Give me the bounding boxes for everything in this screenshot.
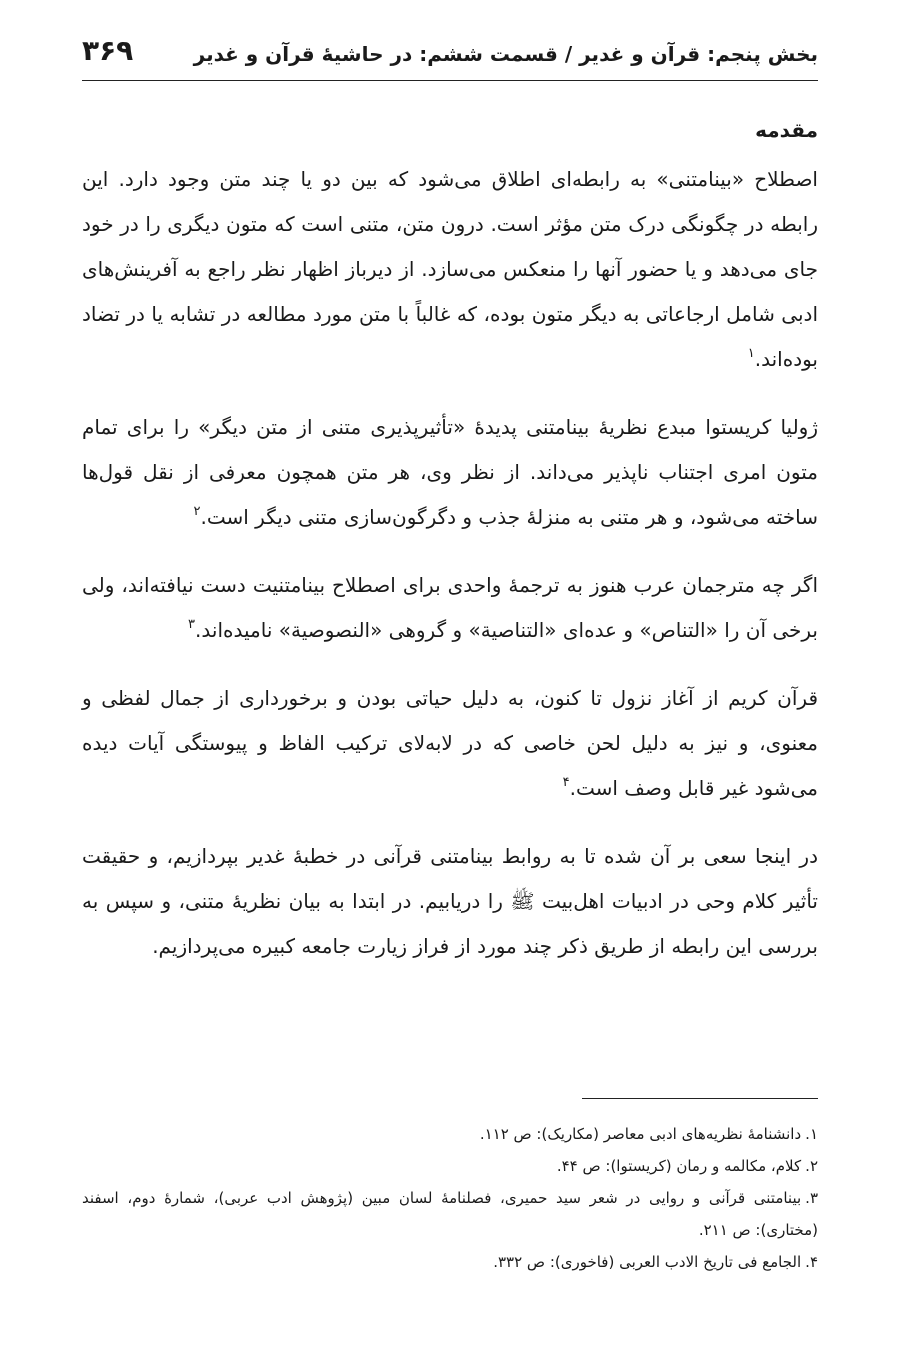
main-text <box>82 113 818 992</box>
footnote-number: ۲. <box>805 1157 818 1175</box>
running-header <box>82 30 818 80</box>
page-number: ۳۶۹ <box>82 34 134 67</box>
footnote-item <box>82 1246 818 1278</box>
footnote-text: بینامتنی قرآنی و روایی در شعر سید حمیری، فصلنامهٔ لسان مبین (پژوهش ادب عربی)، شمارهٔ دوم، اسفند (مختاری): ص ۲۱۱. <box>82 1189 818 1239</box>
paragraph-text: در اینجا سعی بر آن شده تا به روابط بینامتنی قرآنی در خطبهٔ غدیر بپردازیم، و حقیقت تأثیر کلام وحی در ادبیات اهل‌بیت ﷺ را دریابیم. در ابتدا به بیان نظریهٔ متنی، و سپس به بررسی این رابطه از طریق ذکر چند مورد از فراز زیارت جامعه کبیره می‌پردازیم. <box>82 844 818 958</box>
footnote-number: ۳. <box>805 1189 818 1207</box>
section-heading: مقدمه <box>755 118 818 142</box>
footnote-number: ۱. <box>805 1125 818 1143</box>
paragraph <box>82 157 818 382</box>
footnote-text: الجامع فی تاریخ الادب العربی (فاخوری): ص ۳۳۲. <box>493 1253 802 1271</box>
paragraph-text: ژولیا کریستوا مبدع نظریهٔ بینامتنی پدیدهٔ «تأثیرپذیری متنی از متن دیگر» را برای تمام متون امری اجتناب ناپذیر می‌داند. از نظر وی، هر متن همچون معرفی از نقل قول‌ها ساخته می‌شود، و هر متنی به منزلهٔ جذب و دگرگون‌سازی متنی دیگر است. <box>82 415 818 529</box>
footnote-item <box>82 1182 818 1246</box>
header-divider <box>82 80 818 81</box>
running-title: بخش پنجم: قرآن و غدیر / قسمت ششم: در حاشیهٔ قرآن و غدیر <box>193 42 818 66</box>
footnotes <box>82 1118 818 1278</box>
paragraph-text: اگر چه مترجمان عرب هنوز به ترجمهٔ واحدی برای اصطلاح بینامتنیت دست نیافته‌اند، ولی برخی آن را «التناص» و عده‌ای «التناصیة» و گروهی «النصوصیة» نامیده‌اند. <box>82 573 818 642</box>
paragraph-text: اصطلاح «بینامتنی» به رابطه‌ای اطلاق می‌شود که بین دو یا چند متن وجود دارد. این رابطه در چگونگی درک متن مؤثر است. درون متن، متنی است که متون دیگری را در خود جای می‌دهد و یا حضور آنها را منعکس می‌سازد. از دیرباز اظهار نظر راجع به آفرینش‌های ادبی شامل ارجاعاتی به دیگر متون بوده، که غالباً با متن مورد مطالعه در تشابه یا در تضاد بوده‌اند. <box>82 167 818 371</box>
footnote-ref[interactable]: ۲ <box>193 504 201 519</box>
paragraph <box>82 405 818 540</box>
footnote-divider <box>582 1098 818 1099</box>
footnote-number: ۴. <box>805 1253 818 1271</box>
paragraph-text: قرآن کریم از آغاز نزول تا کنون، به دلیل حیاتی بودن و برخورداری از جمال لفظی و معنوی، و نیز به دلیل لحن خاصی که در لابه‌لای ترکیب الفاظ و پیوستگی آیات دیده می‌شود غیر قابل وصف است. <box>82 686 818 800</box>
footnote-item <box>82 1150 818 1182</box>
footnote-ref[interactable]: ۱ <box>747 346 755 361</box>
footnote-item <box>82 1118 818 1150</box>
paragraph <box>82 834 818 969</box>
paragraph <box>82 676 818 811</box>
footnote-text: دانشنامهٔ نظریه‌های ادبی معاصر (مکاریک): ص ۱۱۲. <box>479 1125 802 1143</box>
footnote-ref[interactable]: ۴ <box>562 775 570 790</box>
footnote-ref[interactable]: ۳ <box>188 617 196 632</box>
paragraph <box>82 563 818 653</box>
footnote-text: کلام، مکالمه و رمان (کریستوا): ص ۴۴. <box>556 1157 802 1175</box>
